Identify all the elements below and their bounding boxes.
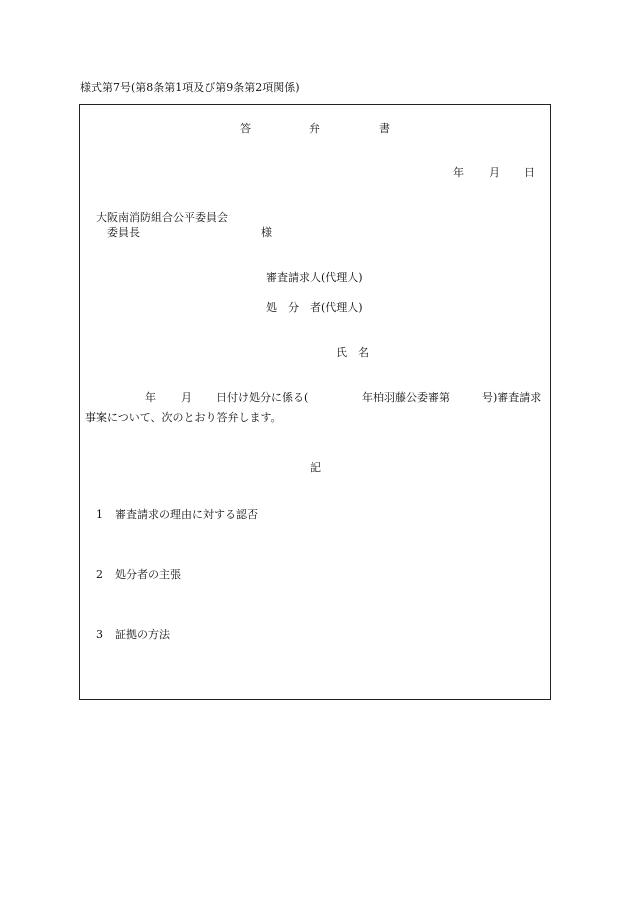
item-1-number: 1 [96, 508, 103, 521]
requester-label: 審査請求人(代理人) [266, 271, 363, 284]
title-char-2: 弁 [309, 122, 320, 135]
record-heading: 記 [310, 461, 321, 474]
date-year: 年 [453, 166, 464, 179]
form-label: 様式第7号(第8条第1項及び第9条第2項関係) [80, 81, 300, 94]
body-line-2: 事案について、次のとおり答弁します。 [85, 411, 282, 424]
addressee-position: 委員長 [107, 226, 140, 239]
date-day: 日 [524, 166, 535, 179]
body-end: 号)審査請求 [482, 391, 542, 404]
title-char-3: 書 [379, 122, 390, 135]
body-mid: 日付け処分に係る( [216, 391, 309, 404]
date-month: 月 [489, 166, 500, 179]
item-2-text: 処分者の主張 [115, 568, 181, 581]
item-3-number: 3 [96, 628, 103, 641]
title-char-1: 答 [240, 122, 251, 135]
body-year: 年 [145, 391, 156, 404]
body-ref: 年柏羽藤公委審第 [362, 391, 450, 404]
respondent-label: 処 分 者(代理人) [266, 301, 363, 314]
body-month: 月 [181, 391, 192, 404]
item-3-text: 証拠の方法 [115, 628, 170, 641]
item-2-number: 2 [96, 568, 103, 581]
addressee-honorific: 様 [261, 226, 272, 239]
addressee-org: 大阪南消防組合公平委員会 [96, 211, 228, 224]
name-label: 氏 名 [336, 346, 369, 359]
item-1-text: 審査請求の理由に対する認否 [115, 508, 258, 521]
